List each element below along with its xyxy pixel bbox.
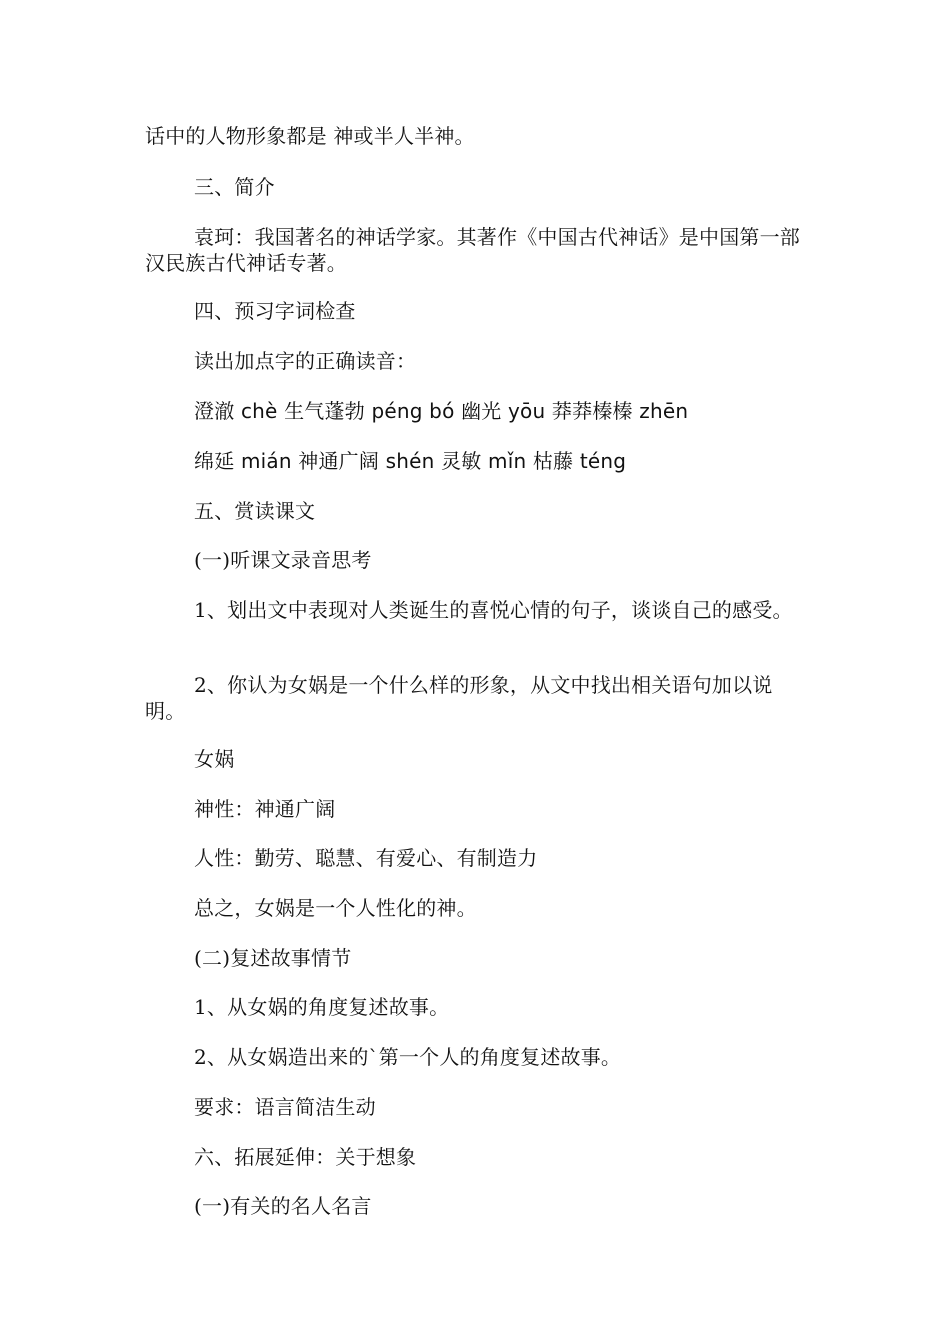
question-1: 1、划出文中表现对人类诞生的喜悦心情的句子，谈谈自己的感受。 [194,598,793,622]
subheading-listen-think: (一)听课文录音思考 [194,548,372,572]
question-2: 2、你认为女娲是一个什么样的形象，从文中找出相关语句加以说明。 [145,673,773,723]
summary-line: 总之，女娲是一个人性化的神。 [194,896,477,920]
humanity-line: 人性：勤劳、聪慧、有爱心、有制造力 [194,846,538,870]
pinyin-line-1: 澄澈 chè 生气蓬勃 péng bó 幽光 yōu 莽莽榛榛 zhēn [194,399,689,423]
divinity-line: 神性：神通广阔 [194,797,336,821]
subheading-retell: (二)复述故事情节 [194,946,352,970]
requirement-line: 要求：语言简洁生动 [194,1095,376,1119]
paragraph-author-intro: 袁珂：我国著名的神话学家。其著作《中国古代神话》是中国第一部汉民族古代神话专著。 [145,225,800,275]
retell-item-2: 2、从女娲造出来的`第一个人的角度复述故事。 [194,1045,622,1069]
paragraph-read-instruction: 读出加点字的正确读音： [194,349,417,373]
retell-item-1: 1、从女娲的角度复述故事。 [194,995,450,1019]
section-heading-introduction: 三、简介 [194,175,275,199]
subheading-quotes: (一)有关的名人名言 [194,1194,372,1218]
paragraph-continuation: 话中的人物形象都是 神或半人半神。 [145,124,475,148]
section-heading-reading: 五、赏读课文 [194,499,316,523]
section-heading-extension: 六、拓展延伸：关于想象 [194,1145,417,1169]
section-heading-preview-check: 四、预习字词检查 [194,299,356,323]
pinyin-line-2: 绵延 mián 神通广阔 shén 灵敏 mǐn 枯藤 téng [194,449,627,473]
nuwa-label: 女娲 [194,747,235,771]
